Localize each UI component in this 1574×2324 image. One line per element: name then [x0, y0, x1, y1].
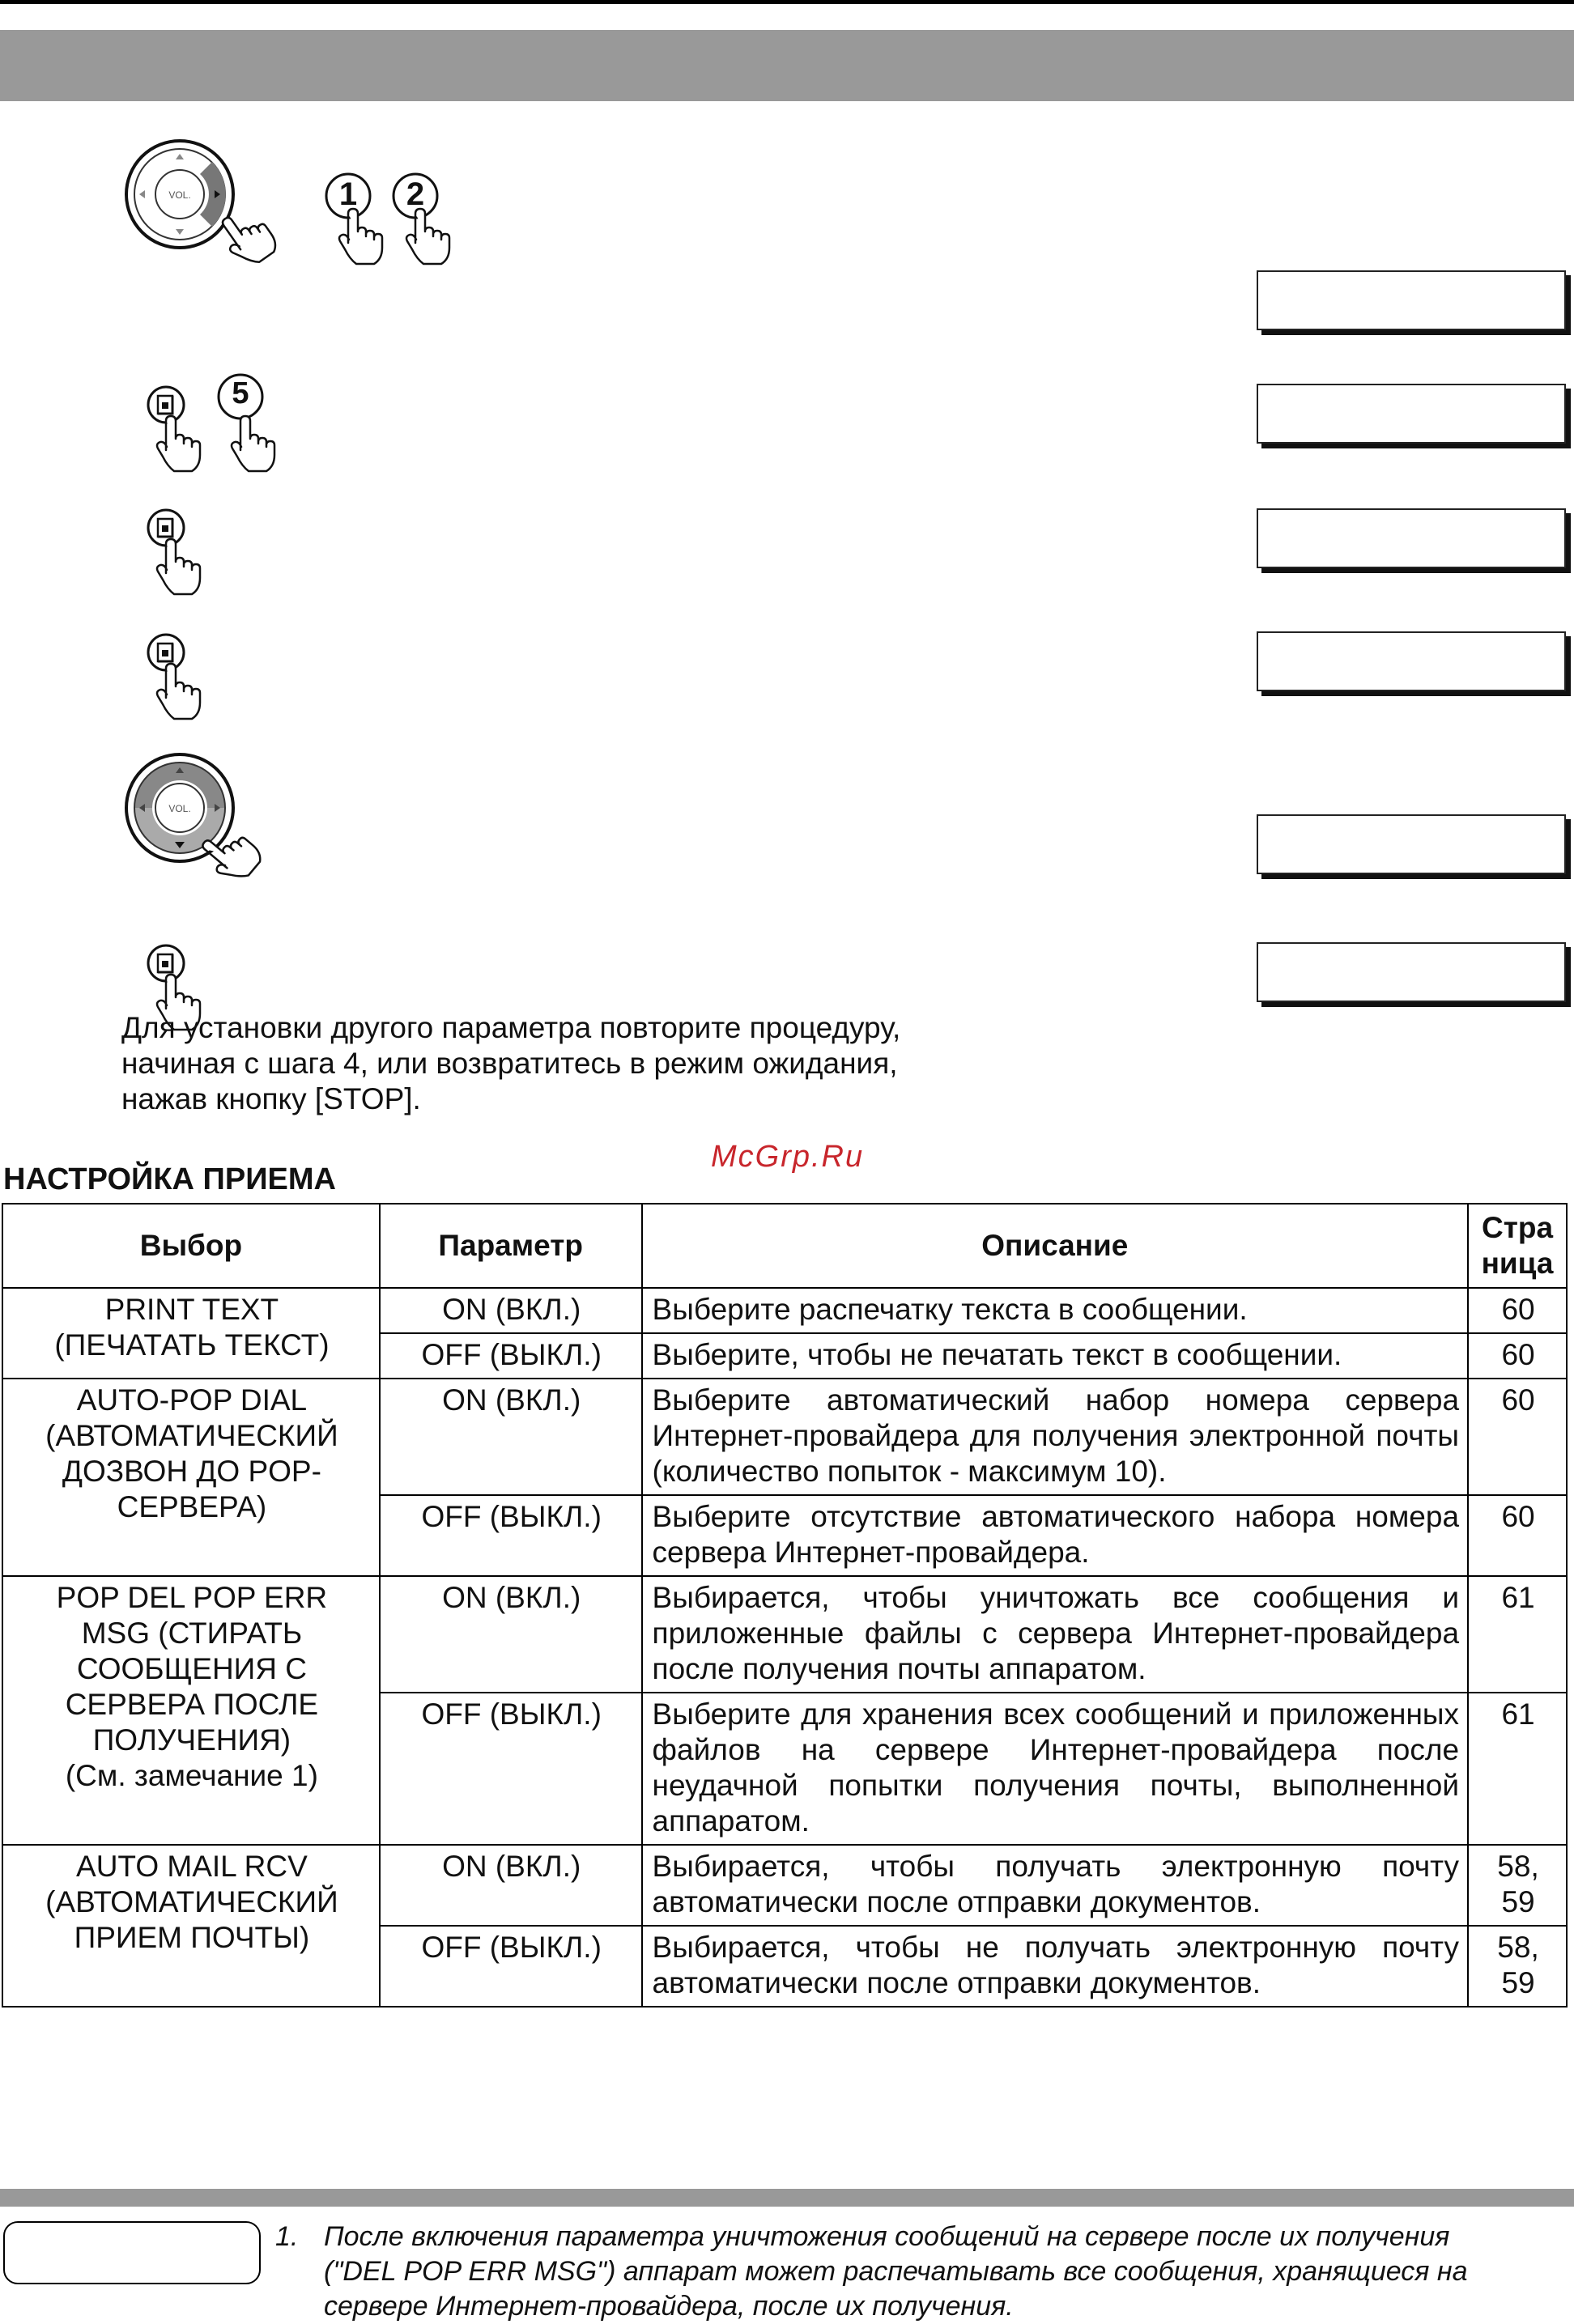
selection-auto-pop-dial: AUTO-POP DIAL (АВТОМАТИЧЕСКИЙ ДОЗВОН ДО POP- СЕРВЕРА) — [2, 1379, 380, 1576]
set-button-icon — [138, 628, 194, 717]
nav-dial-right-icon — [123, 138, 269, 259]
footer-bar — [0, 2189, 1574, 2207]
parameter-cell: ON (ВКЛ.) — [380, 1576, 642, 1693]
lcd-display-2 — [1257, 384, 1566, 444]
selection-print-text: PRINT TEXT (ПЕЧАТАТЬ ТЕКСТ) — [2, 1288, 380, 1379]
lcd-display-3 — [1257, 508, 1566, 568]
table-header-row — [2, 1204, 1567, 1288]
key-1-label: 1 — [338, 176, 358, 212]
note-label-box — [3, 2221, 261, 2284]
page-cell: 60 — [1468, 1379, 1567, 1495]
parameter-cell: ON (ВКЛ.) — [380, 1379, 642, 1495]
set-button-icon — [138, 380, 194, 469]
parameter-cell: OFF (ВЫКЛ.) — [380, 1333, 642, 1379]
parameter-cell: ON (ВКЛ.) — [380, 1288, 642, 1333]
table-row — [2, 1576, 1567, 1693]
top-rule — [0, 0, 1574, 4]
description-cell: Выберите автоматический набор номера сервера Интернет-провайдера для получения электронной почты (количество попыток - максимум 10). — [642, 1379, 1468, 1495]
table-row — [2, 1379, 1567, 1495]
page-cell: 58, 59 — [1468, 1926, 1567, 2007]
table-row — [2, 1288, 1567, 1333]
footnote-text: После включения параметра уничтожения сообщений на сервере после их получения ("DEL POP ERR MSG") аппарат может распечатывать все сообщения, хранящиеся на сервере Интернет-провайдера, после их получения. — [324, 2221, 1468, 2322]
description-cell: Выберите для хранения всех сообщений и приложенных файлов на сервере Интернет-провайдера после неудачной попытки получения почты, выполненной аппаратом. — [642, 1693, 1468, 1845]
description-cell: Выбирается, чтобы не получать электронную почту автоматически после отправки документов. — [642, 1926, 1468, 2007]
header-parameter: Параметр — [380, 1204, 642, 1288]
header-page: Стра ница — [1468, 1204, 1567, 1288]
key-2-label: 2 — [406, 176, 425, 212]
page-cell: 61 — [1468, 1576, 1567, 1693]
parameter-cell: OFF (ВЫКЛ.) — [380, 1926, 642, 2007]
parameter-cell: OFF (ВЫКЛ.) — [380, 1693, 642, 1845]
footnote-number: 1. — [275, 2221, 299, 2252]
nav-dial-down-icon — [123, 751, 269, 889]
key-5-label: 5 — [232, 376, 249, 410]
selection-auto-mail-rcv: AUTO MAIL RCV (АВТОМАТИЧЕСКИЙ ПРИЕМ ПОЧТЫ) — [2, 1845, 380, 2007]
description-cell: Выбирается, чтобы уничтожать все сообщения и приложенные файлы с сервера Интернет-провайдера после получения почты аппаратом. — [642, 1576, 1468, 1693]
description-cell: Выберите распечатку текста в сообщении. — [642, 1288, 1468, 1333]
lcd-display-5 — [1257, 814, 1566, 874]
section-title: НАСТРОЙКА ПРИЕМА — [3, 1162, 336, 1196]
page-cell: 58, 59 — [1468, 1845, 1567, 1926]
parameter-cell: ON (ВКЛ.) — [380, 1845, 642, 1926]
lcd-display-4 — [1257, 631, 1566, 691]
header-selection: Выбор — [2, 1204, 380, 1288]
selection-pop-del-pop-err-msg: POP DEL POP ERR MSG (СТИРАТЬ СООБЩЕНИЯ С СЕРВЕРА ПОСЛЕ ПОЛУЧЕНИЯ) (См. замечание 1) — [2, 1576, 380, 1845]
parameter-cell: OFF (ВЫКЛ.) — [380, 1495, 642, 1576]
description-cell: Выберите, чтобы не печатать текст в сообщении. — [642, 1333, 1468, 1379]
description-cell: Выберите отсутствие автоматического набора номера сервера Интернет-провайдера. — [642, 1495, 1468, 1576]
page-cell: 61 — [1468, 1693, 1567, 1845]
lcd-display-6 — [1257, 942, 1566, 1002]
description-cell: Выбирается, чтобы получать электронную почту автоматически после отправки документов. — [642, 1845, 1468, 1926]
set-button-icon — [138, 503, 194, 593]
header-description: Описание — [642, 1204, 1468, 1288]
page-cell: 60 — [1468, 1288, 1567, 1333]
vol-label: VOL. — [168, 803, 191, 814]
vol-label: VOL. — [168, 189, 191, 201]
header-bar — [0, 30, 1574, 101]
reception-settings-table — [2, 1203, 1568, 2007]
table-row — [2, 1845, 1567, 1926]
lcd-display-1 — [1257, 270, 1566, 330]
page-cell: 60 — [1468, 1333, 1567, 1379]
procedure-note: Для установки другого параметра повторите процедуру, начиная с шага 4, или возвратитесь в режим ожидания, нажав кнопку [STOP]. — [121, 1011, 901, 1115]
page-cell: 60 — [1468, 1495, 1567, 1576]
watermark: McGrp.Ru — [711, 1140, 865, 1174]
